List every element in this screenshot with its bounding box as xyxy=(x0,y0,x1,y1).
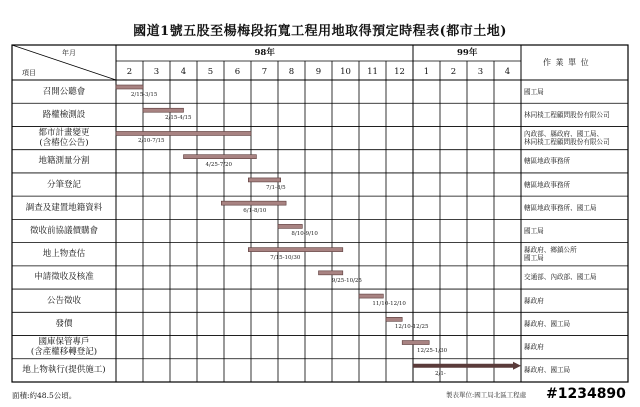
corner-year-month: 年月 xyxy=(62,49,76,57)
task-date-range: 2/15-4/15 xyxy=(165,115,192,122)
month-label: 4 xyxy=(180,67,187,77)
month-label: 2 xyxy=(450,67,457,77)
task-date-range: 2/1- xyxy=(435,370,446,377)
task-name: 發價 xyxy=(55,318,73,329)
task-date-range: 4/25-7/20 xyxy=(205,161,233,168)
task-arrow-head xyxy=(513,362,521,370)
task-bar xyxy=(248,178,280,182)
task-bar xyxy=(402,341,429,345)
task-date-range: 7/1-8/5 xyxy=(266,184,286,191)
task-date-range: 7/15-10/30 xyxy=(270,254,301,261)
task-date-range: 2/15-3/15 xyxy=(130,92,158,98)
org-column-header: 作 業 單 位 xyxy=(543,58,590,67)
task-name: 調查及建置地籍資料 xyxy=(25,202,103,213)
month-label: 2 xyxy=(126,67,133,77)
task-name: 地上物執行(提供施工) xyxy=(22,365,106,376)
watermark-stamp: #1234890 xyxy=(546,386,626,402)
task-bar xyxy=(359,294,383,298)
task-date-range: 8/10-9/10 xyxy=(291,231,318,238)
task-org: 轄區地政事務所、國工局 xyxy=(524,203,597,212)
month-label: 3 xyxy=(477,67,484,77)
task-date-range: 9/25-10/25 xyxy=(331,277,362,284)
task-date-range: 12/25-1/30 xyxy=(417,347,448,354)
task-bar xyxy=(116,85,143,89)
month-label: 3 xyxy=(153,67,160,77)
month-label: 11 xyxy=(367,67,378,77)
month-label: 12 xyxy=(394,67,405,77)
task-name: 公告徵收 xyxy=(46,295,81,306)
task-org: 縣政府、鄉鎮公所 國工局 xyxy=(524,246,577,263)
task-bar xyxy=(248,248,342,252)
task-name: 路權檢測設 xyxy=(42,109,86,120)
month-label: 10 xyxy=(340,67,351,77)
task-name: 地籍測量分割 xyxy=(38,156,90,167)
task-org: 林同棪工程顧問股份有限公司 xyxy=(524,110,610,119)
task-name: 徵收前協議價購會 xyxy=(29,226,98,236)
task-date-range: 2/10-7/15 xyxy=(138,138,165,145)
month-label: 1 xyxy=(423,67,430,77)
task-name: 都市計畫變更 (含樁位公告) xyxy=(38,128,90,149)
task-org: 國工局 xyxy=(524,87,544,96)
task-date-range: 12/10-12/25 xyxy=(394,324,429,331)
month-label: 5 xyxy=(207,67,214,77)
task-org: 縣政府 xyxy=(524,343,544,352)
task-name: 分筆登記 xyxy=(46,179,81,190)
month-label: 9 xyxy=(315,67,322,77)
task-org: 國工局 xyxy=(524,227,544,235)
task-bar xyxy=(319,271,343,275)
task-org: 縣政府 xyxy=(524,296,544,305)
task-bar xyxy=(386,317,402,321)
task-bar xyxy=(116,131,251,135)
task-org: 縣政府、國工局 xyxy=(524,319,571,328)
chart-title: 國道1號五股至楊梅段拓寬工程用地取得預定時程表(都市土地) xyxy=(133,24,507,39)
task-bar xyxy=(278,224,302,228)
task-org: 縣政府、國工局 xyxy=(524,366,571,375)
corner-item: 項目 xyxy=(22,69,36,77)
task-org: 轄區地政事務所 xyxy=(524,157,571,166)
area-footnote: 面積:約48.5公頃。 xyxy=(12,391,77,400)
month-label: 8 xyxy=(288,67,295,77)
task-org: 交通部、內政部、國工局 xyxy=(524,273,597,282)
task-bar xyxy=(221,201,286,205)
month-label: 7 xyxy=(261,67,268,77)
year-98-label: 98年 xyxy=(254,48,275,58)
task-name: 召開公聽會 xyxy=(42,86,86,97)
month-label: 4 xyxy=(504,67,511,77)
task-bar xyxy=(184,155,257,159)
task-date-range: 6/1-8/10 xyxy=(243,208,267,215)
task-bar xyxy=(143,108,184,112)
task-name: 申請徵收及核准 xyxy=(34,272,94,283)
task-date-range: 11/10-12/10 xyxy=(372,301,406,308)
task-name: 地上物查估 xyxy=(42,249,86,260)
task-org: 轄區地政事務所 xyxy=(524,180,571,189)
task-org: 內政部、縣政府、國工局、 林同棪工程顧問股份有限公司 xyxy=(524,130,610,147)
source-note: 製表單位:國工局北區工程處 xyxy=(446,391,527,399)
task-name: 國庫保管專戶 (含產權移轉登記) xyxy=(30,337,98,358)
year-99-label: 99年 xyxy=(457,48,478,58)
month-label: 6 xyxy=(234,67,241,77)
